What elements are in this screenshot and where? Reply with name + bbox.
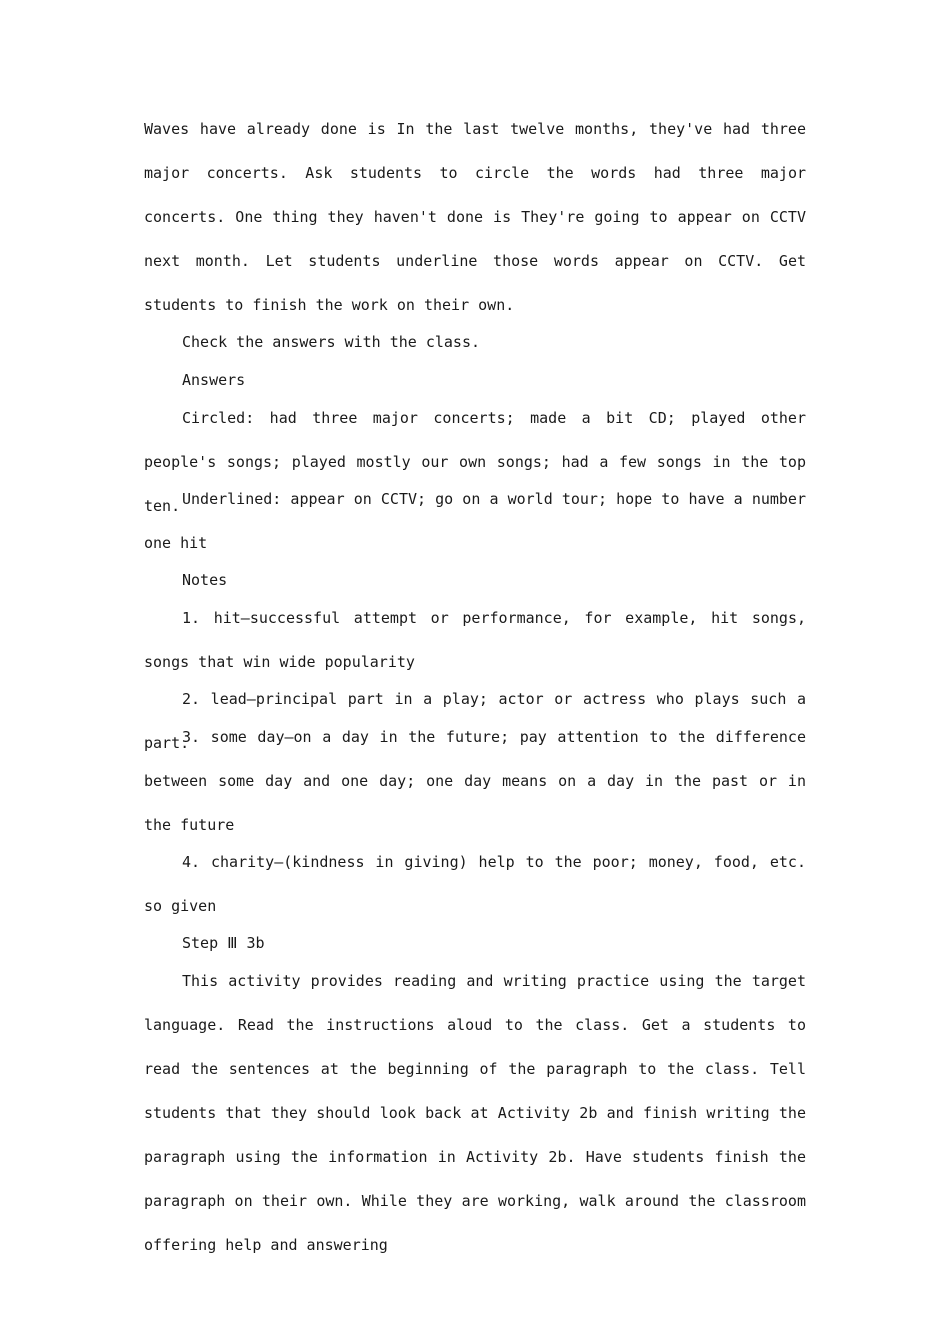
paragraph-activity-3b: This activity provides reading and writing practice using the target language. Read the instructions aloud to the class. Get a students to read the sentences at the beginning of the paragraph to the class. Tell students that they should look back at Activity 2b and finish writing the paragraph using the information in Activity 2b. Have students finish the paragraph on their own. While they are working, walk around the classroom offering help and answering — [144, 972, 806, 1254]
paragraph-circled: Circled: had three major concerts; made a bit CD; played other people's songs; played mostly our own songs; had a few songs in the top ten. — [144, 409, 806, 515]
note-item-2: 2. lead—principal part in a play; actor or actress who plays such a part. — [144, 690, 806, 752]
note-item-3: 3. some day—on a day in the future; pay attention to the difference between some day and one day; one day means on a day in the past or in the future — [144, 728, 806, 834]
note-item-1: 1. hit—successful attempt or performance, for example, hit songs, songs that win wide popularity — [144, 609, 806, 671]
paragraph-check-answers: Check the answers with the class. — [182, 333, 481, 351]
heading-answers: Answers — [182, 371, 246, 389]
note-item-4: 4. charity—(kindness in giving) help to the poor; money, food, etc. so given — [144, 853, 806, 915]
heading-step-3b: Step Ⅲ 3b — [182, 934, 265, 952]
paragraph-intro: Waves have already done is In the last twelve months, they've had three major concerts. Ask students to circle the words had three major concerts. One thing they haven't done is They're going to appear on CCTV next month. Let students underline those words appear on CCTV. Get students to finish the work on their own. — [144, 120, 806, 314]
heading-notes: Notes — [182, 571, 228, 589]
paragraph-underlined: Underlined: appear on CCTV; go on a world tour; hope to have a number one hit — [144, 490, 806, 552]
